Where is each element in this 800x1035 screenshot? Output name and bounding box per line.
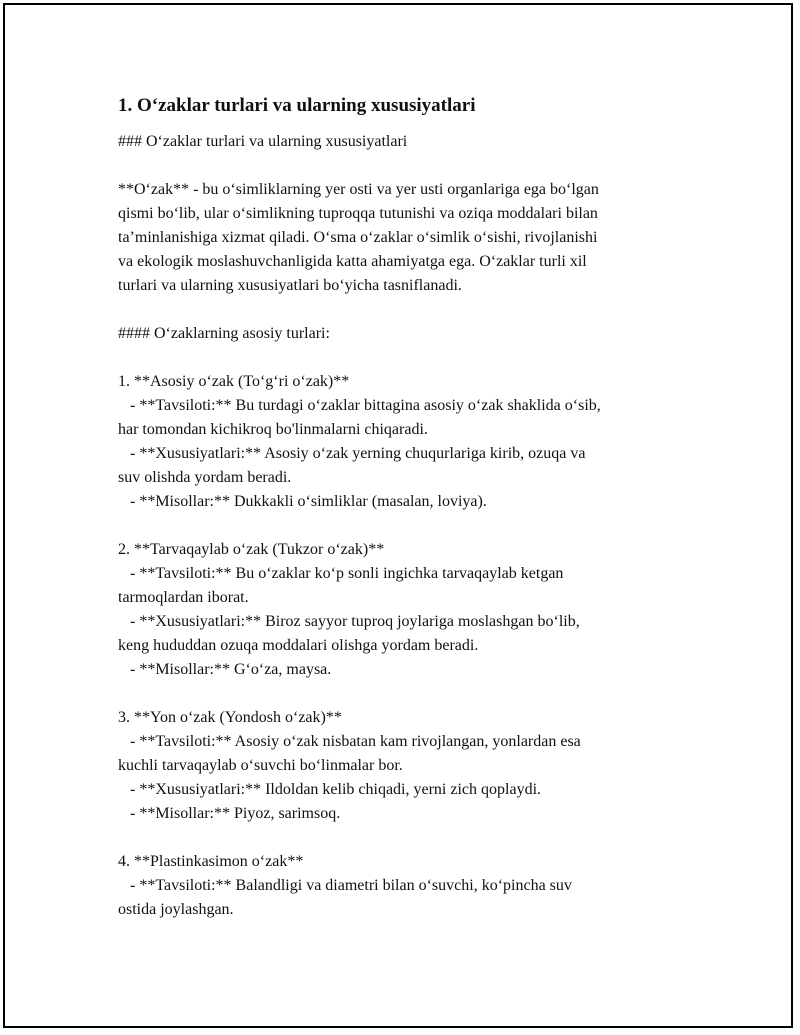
list-item-line: - **Tavsiloti:** Asosiy o‘zak nisbatan kam rivojlangan, yonlardan esa	[118, 733, 581, 750]
document-title: 1. O‘zaklar turlari va ularning xususiyatlari	[118, 95, 476, 116]
list-item-line: ostida joylashgan.	[118, 901, 234, 918]
list-item-line: har tomondan kichikroq bo'linmalarni chiqaradi.	[118, 421, 428, 438]
spacer	[118, 154, 688, 178]
list-item-line: - **Tavsiloti:** Balandligi va diametri bilan o‘suvchi, ko‘pincha suv	[118, 877, 572, 894]
spacer	[118, 298, 688, 322]
list-item	[118, 370, 688, 514]
list-item-line: suv olishda yordam beradi.	[118, 469, 292, 486]
list-item-title: 3. **Yon o‘zak (Yondosh o‘zak)**	[118, 709, 342, 726]
list-item-line: - **Xususiyatlari:** Asosiy o‘zak yerning chuqurlariga kirib, ozuqa va	[118, 445, 586, 462]
spacer	[118, 826, 688, 850]
list-item-line: - **Misollar:** Piyoz, sarimsoq.	[118, 805, 341, 822]
spacer	[118, 514, 688, 538]
list-item-line: - **Misollar:** G‘o‘za, maysa.	[118, 661, 332, 678]
intro-paragraph	[118, 178, 688, 298]
list-item-title: 4. **Plastinkasimon o‘zak**	[118, 853, 304, 870]
list-item-line: tarmoqlardan iborat.	[118, 589, 249, 606]
list-item-line: keng hududdan ozuqa moddalari olishga yordam beradi.	[118, 637, 479, 654]
list-item	[118, 538, 688, 682]
subheading: ### O‘zaklar turlari va ularning xususiyatlari	[118, 133, 408, 150]
list-item-line: kuchli tarvaqaylab o‘suvchi bo‘linmalar bor.	[118, 757, 403, 774]
list-item-line: - **Tavsiloti:** Bu turdagi o‘zaklar bittagina asosiy o‘zak shaklida o‘sib,	[118, 397, 601, 414]
list-item	[118, 706, 688, 826]
list-item-line: - **Xususiyatlari:** Ildoldan kelib chiqadi, yerni zich qoplaydi.	[118, 781, 542, 798]
list-item-line: - **Misollar:** Dukkakli o‘simliklar (masalan, loviya).	[118, 493, 487, 510]
spacer	[118, 682, 688, 706]
list-item	[118, 850, 688, 922]
list-item-line: - **Tavsiloti:** Bu o‘zaklar ko‘p sonli ingichka tarvaqaylab ketgan	[118, 565, 564, 582]
intro-line: ta’minlanishiga xizmat qiladi. O‘sma o‘zaklar o‘simlik o‘sishi, rivojlanishi	[118, 229, 598, 246]
intro-line: qismi bo‘lib, ular o‘simlikning tuproqqa tutunishi va oziqa moddalari bilan	[118, 205, 598, 222]
intro-line: va ekologik moslashuvchanligida katta ahamiyatga ega. O‘zaklar turli xil	[118, 253, 587, 270]
list-item-title: 2. **Tarvaqaylab o‘zak (Tukzor o‘zak)**	[118, 541, 385, 558]
list-item-line: - **Xususiyatlari:** Biroz sayyor tuproq joylariga moslashgan bo‘lib,	[118, 613, 580, 630]
intro-line: turlari va ularning xususiyatlari bo‘yicha tasniflanadi.	[118, 277, 462, 294]
spacer	[118, 346, 688, 370]
document-body	[118, 92, 688, 922]
section-heading: #### O‘zaklarning asosiy turlari:	[118, 325, 330, 342]
intro-line: **O‘zak** - bu o‘simliklarning yer osti va yer usti organlariga ega bo‘lgan	[118, 181, 599, 198]
list-item-title: 1. **Asosiy o‘zak (To‘g‘ri o‘zak)**	[118, 373, 350, 390]
